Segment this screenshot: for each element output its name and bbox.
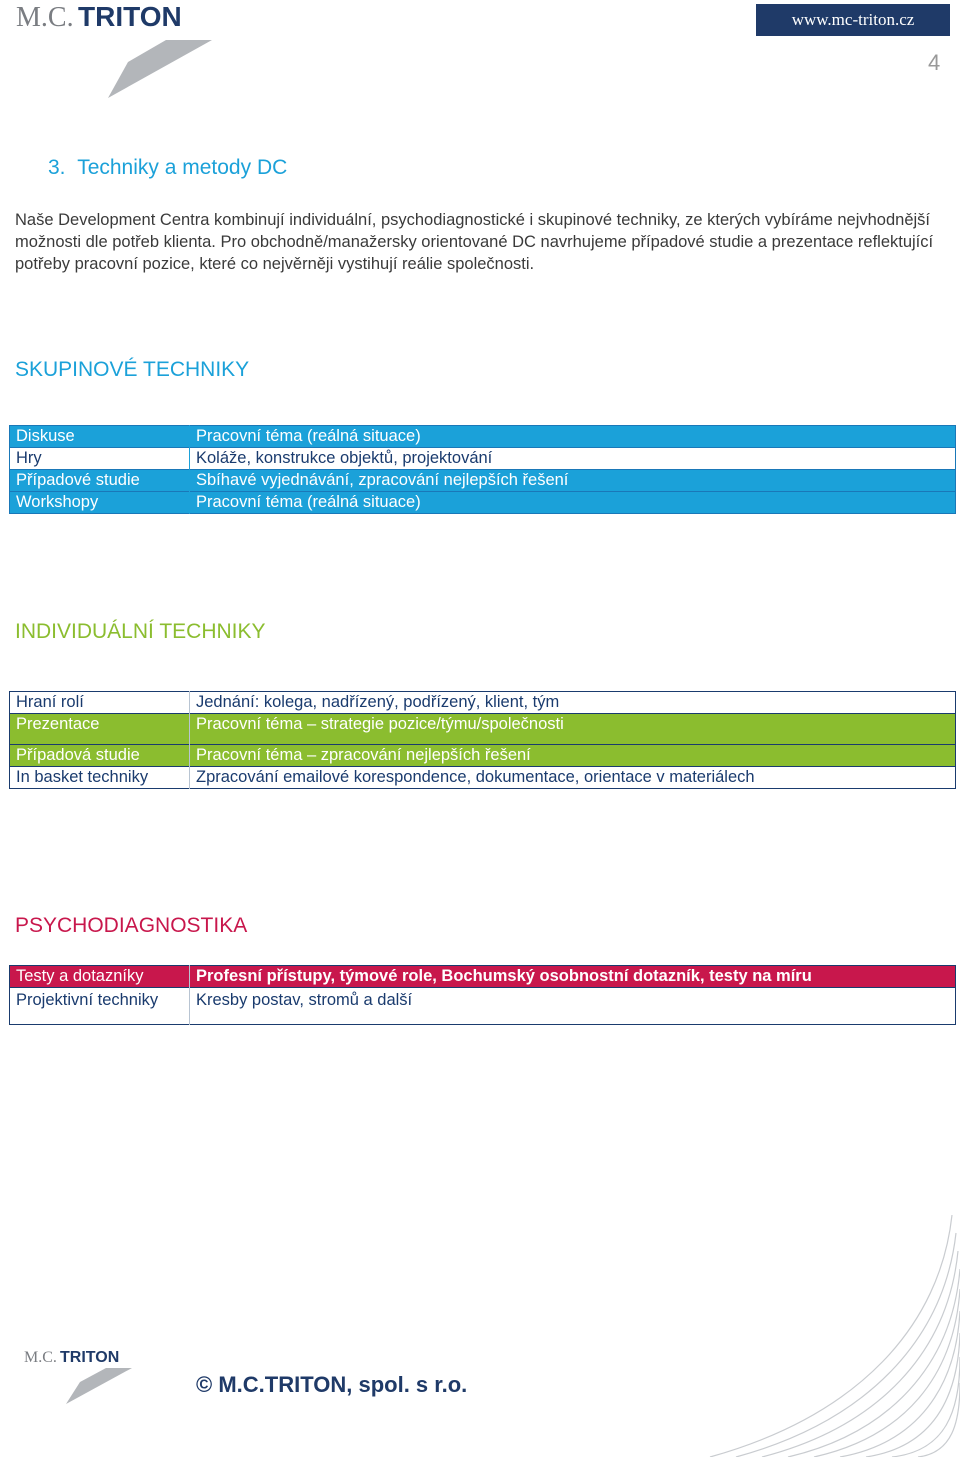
section-number: 3. (48, 156, 66, 179)
section-title (48, 156, 287, 180)
technique-name: Prezentace (10, 714, 190, 745)
technique-desc: Jednání: kolega, nadřízený, podřízený, klient, tým (190, 692, 956, 714)
intro-paragraph: Naše Development Centra kombinují individuální, psychodiagnostické i skupinové techniky, ze kterých vybíráme nejvhodnější možnosti dle potřeb klienta. Pro obchodně/manažersky orientované DC navrhujeme případové studie a prezentace reflektující potřeby pracovní pozice, které co nejvěrněji vystihují reálie společnosti. (15, 211, 934, 273)
table-row (10, 426, 956, 448)
individual-techniques-table (9, 691, 956, 789)
table-row (10, 448, 956, 470)
website-url[interactable]: www.mc-triton.cz (756, 4, 950, 36)
technique-desc: Pracovní téma (reálná situace) (190, 426, 956, 448)
technique-name: Diskuse (10, 426, 190, 448)
technique-desc: Profesní přístupy, týmové role, Bochumský osobnostní dotazník, testy na míru (190, 966, 956, 988)
page-number: 4 (928, 50, 941, 75)
svg-text:TRITON: TRITON (78, 1, 182, 32)
group-techniques-heading: SKUPINOVÉ TECHNIKY (15, 358, 250, 381)
table-row (10, 988, 956, 1025)
technique-desc: Pracovní téma – strategie pozice/týmu/společnosti (190, 714, 956, 745)
technique-desc: Kresby postav, stromů a další (190, 988, 956, 1025)
technique-desc: Koláže, konstrukce objektů, projektování (190, 448, 956, 470)
technique-name: In basket techniky (10, 767, 190, 789)
psychodiagnostics-heading: PSYCHODIAGNOSTIKA (15, 914, 248, 937)
individual-techniques-heading: INDIVIDUÁLNÍ TECHNIKY (15, 620, 266, 643)
psychodiagnostics-table (9, 965, 956, 1025)
technique-name: Případové studie (10, 470, 190, 492)
technique-name: Případová studie (10, 745, 190, 767)
copyright-text: © M.C.TRITON, spol. s r.o. (196, 1372, 468, 1397)
table-row (10, 966, 956, 988)
technique-desc: Sbíhavé vyjednávání, zpracování nejlepších řešení (190, 470, 956, 492)
decorative-curves (560, 1215, 960, 1457)
technique-name: Workshopy (10, 492, 190, 514)
table-row (10, 714, 956, 745)
footer-logo (24, 1346, 144, 1408)
section-title-text: Techniky a metody DC (77, 156, 288, 179)
svg-text:M.C.: M.C. (16, 2, 74, 33)
technique-desc: Pracovní téma (reálná situace) (190, 492, 956, 514)
table-row (10, 745, 956, 767)
technique-name: Hraní rolí (10, 692, 190, 714)
table-row (10, 692, 956, 714)
group-techniques-table (9, 425, 956, 514)
technique-name: Testy a dotazníky (10, 966, 190, 988)
technique-name: Projektivní techniky (10, 988, 190, 1025)
company-logo (16, 0, 236, 100)
technique-desc: Zpracování emailové korespondence, dokumentace, orientace v materiálech (190, 767, 956, 789)
technique-desc: Pracovní téma – zpracování nejlepších řešení (190, 745, 956, 767)
table-row (10, 470, 956, 492)
svg-text:M.C.: M.C. (24, 1349, 57, 1366)
svg-text:TRITON: TRITON (60, 1349, 120, 1366)
table-row (10, 767, 956, 789)
table-row (10, 492, 956, 514)
technique-name: Hry (10, 448, 190, 470)
